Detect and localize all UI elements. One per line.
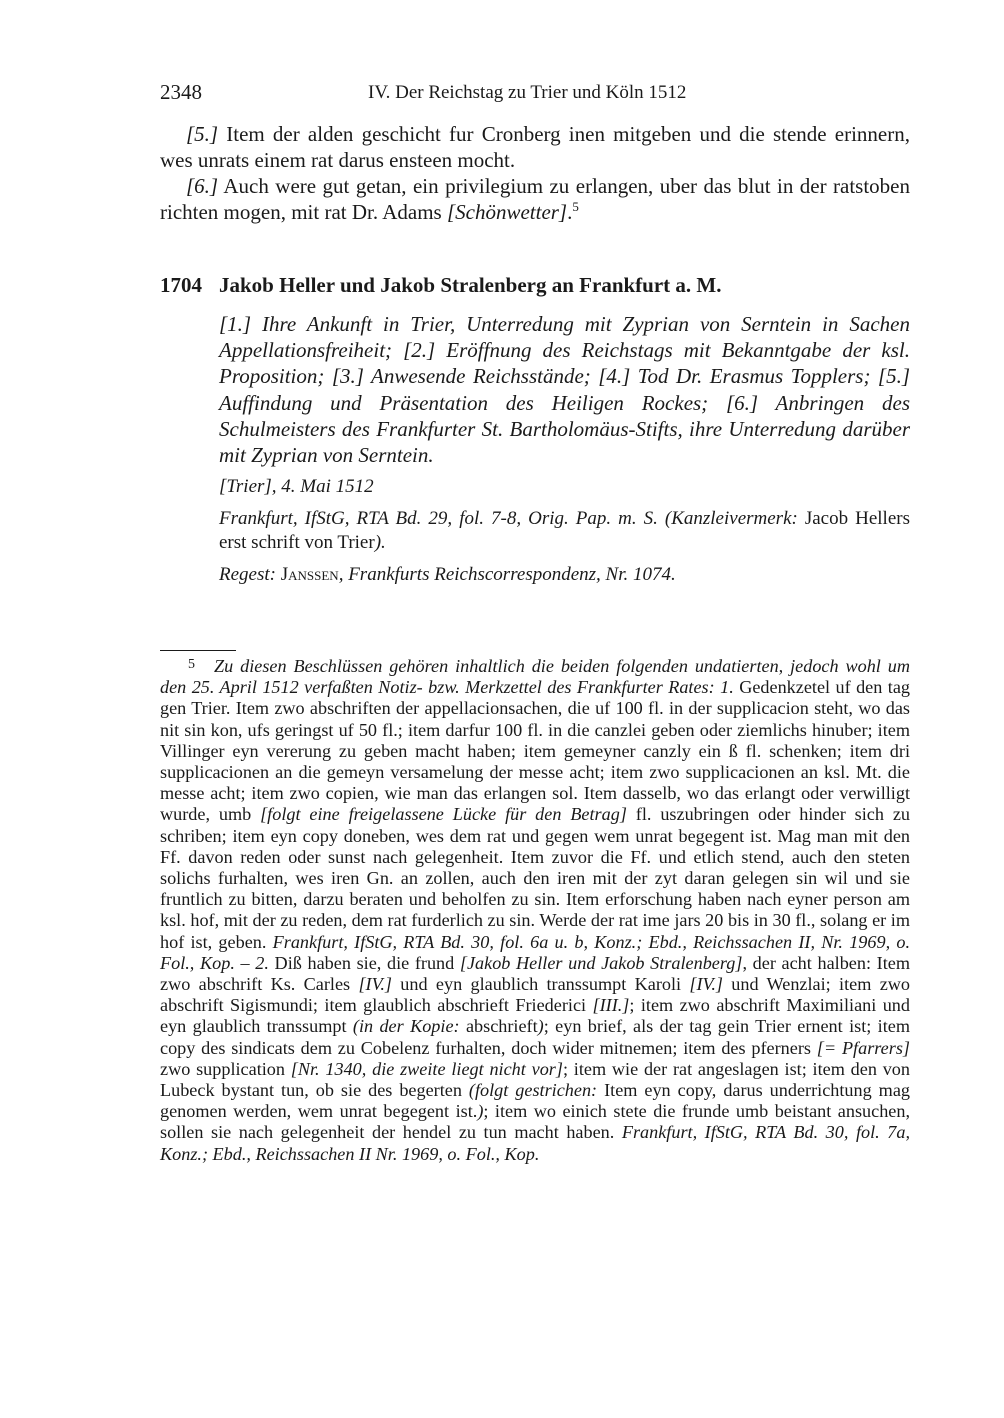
paragraph-text: Auch were gut getan, ein privilegium zu erlangen, uber das blut in der ratstoben richten mogen, mit rat Dr. Adams: [160, 174, 910, 224]
fn-text: [Jakob Heller und Jakob Stralenberg]: [459, 952, 743, 973]
footnote-reference: 5: [572, 199, 579, 214]
regest-author: Janssen: [280, 564, 339, 585]
paragraph-number: [5.]: [186, 122, 219, 146]
footnote-rule: [160, 650, 236, 651]
regest-reference: , Frankfurts Reichscorrespondenz, Nr. 1074.: [338, 564, 676, 585]
fn-text: ): [477, 1101, 484, 1122]
fn-text: (in der Kopie:: [352, 1016, 466, 1037]
fn-text: Frankfurt, IfStG, RTA Bd. 30, fol. 7a, Konz.; Ebd., Reichssachen II Nr. 1969, o. Fol., Kop.: [160, 1122, 910, 1164]
paragraph-text: Item der alden geschicht fur Cronberg inen mitgeben und die stende erinnern, wes unrats einem rat darus ensteen mocht.: [160, 122, 910, 172]
document-summary: [1.] Ihre Ankunft in Trier, Unterredung mit Zyprian von Serntein in Sachen Appellationsfreiheit; [2.] Eröffnung des Reichstags mit Bekanntgabe der ksl. Proposition; [3.] Anwesende Reichsstände; [4.] Tod Dr. Erasmus Topplers; [5.] Auffindung und Präsentation des Heiligen Rockes; [6.] Anbringen des Schulmeisters des Frankfurter St. Bartholomäus-Stifts, ihre Unterredung darüber mit Zyprian von Serntein.: [219, 312, 910, 468]
preceding-text: [160, 121, 910, 225]
fn-text: ; item zwo abschrift Maximiliani und eyn glaublich transsumpt: [160, 995, 910, 1037]
fn-text: und eyn glaublich transsumpt Karoli: [391, 974, 690, 995]
paragraph-number: [6.]: [186, 174, 219, 198]
fn-text: [folgt eine freigelassene Lücke für den Betrag]: [260, 804, 627, 825]
paragraph-5: [160, 121, 910, 173]
fn-text: Item eyn copy, darus underrichtung mag genomen werden, wem unrat begegent ist.: [160, 1080, 910, 1122]
fn-text: [IV.]: [689, 974, 723, 995]
document-regest: [219, 563, 910, 587]
fn-text: Frankfurt, IfStG, RTA Bd. 30, fol. 6a u. b, Konz.; Ebd., Reichssachen II, Nr. 1969, o. Fol., Kop. – 2.: [160, 931, 910, 973]
fn-text: Diß haben sie, die frund: [268, 952, 460, 973]
fn-text: [Nr. 1340, die zweite liegt nicht vor]: [290, 1058, 563, 1079]
fn-text: (folgt gestrichen:: [468, 1080, 605, 1101]
document-title: Jakob Heller und Jakob Stralenberg an Frankfurt a. M.: [219, 273, 722, 297]
fn-text: ; item wo einich stete die frunde umb beistant ansuchen, sollen sie nach gelegenheit der hendel zu tun macht haben.: [160, 1101, 910, 1143]
fn-text: ; item wie der rat angeslagen ist; item den von Lubeck bystant tun, ob sie des begerten: [160, 1058, 910, 1101]
fn-text: abschrieft: [465, 1016, 538, 1037]
running-title: IV. Der Reichstag zu Trier und Köln 1512: [368, 82, 687, 103]
fn-text: zwo supplication: [160, 1058, 291, 1079]
page-number: 2348: [160, 80, 202, 104]
fn-text: fl. uszubringen oder hinder sich zu schriben; item eyn copy doneben, wes dem rat und gegen wem unrat begegent ist. Mag man mit den Ff. davon reden oder sunst nach gelegenheit. Item zuvor die Ff. und etlich stend, auch den steten solichs furhalten, wes iren Gn. an zollen, auch den iren mit der zyt daran gelegen sin wil und sie fruntlich zu bitten, darzu beraten und beholfen zu sin. Item erforschung haben nach eyner person am ksl. hof, mit der zu reden, dem rat furderlich zu sin. Werde der rat ime jars 20 bis in 30 fl., solang er im hof ist, geben.: [160, 804, 910, 952]
document-source: [219, 507, 910, 555]
period: .: [567, 200, 573, 224]
fn-text: ; eyn brief, als der tag gein Trier ernent ist; item copy des sindicats dem zu Cobelenz furhalten, doch wider mitnemen; item des pferners: [160, 1016, 911, 1058]
paragraph-6: [160, 173, 910, 225]
document-number: 1704: [160, 273, 202, 297]
editorial-name: [Schönwetter]: [446, 200, 568, 224]
fn-text: Gedenkzetel uf den tag gen Trier. Item zwo abschriften der appellacionsachen, die uf 100 fl. in der supplicacion steht, wo das nit sin kon, ufs geringst uf 50 fl.; item darfur 100 fl. in die canzlei geben oder ziemlichs hinuber; item Villinger eyn vererung zu geben macht haben; item gemeyner canzly ein ß fl. schenken; item dri supplicacionen an die gemeyn versamelung der messe acht; item zwo supplicacionen an ksl. Mt. die messe acht; item zwo copien, wie man das erlangen sol. Item dasselb, wo das erlangt oder verwilligt wurde, umb: [160, 677, 910, 825]
fn-text: [III.]: [592, 995, 630, 1016]
chancery-note: Jacob Hellers erst schrift von Trier: [219, 508, 910, 553]
fn-text: [IV.]: [358, 974, 392, 995]
source-citation: Frankfurt, IfStG, RTA Bd. 29, fol. 7-8, Orig. Pap. m. S. (Kanzleivermerk:: [219, 508, 805, 529]
running-head: [160, 80, 910, 108]
fn-text: ): [537, 1016, 544, 1037]
fn-text: Zu diesen Beschlüssen gehören inhaltlich die beiden folgenden undatierten, jedoch wohl um den 25. April 1512 verfaßten Notiz- bzw. Merkzettel des Frankfurter Rates: 1.: [160, 656, 910, 698]
regest-label: Regest:: [219, 564, 281, 585]
fn-text: , der acht halben: Item zwo abschrift Ks. Carles: [160, 952, 910, 995]
document-date: [Trier], 4. Mai 1512: [219, 476, 374, 497]
fn-text: und Wenzlai; item zwo abschrift Sigismundi; item glaublich abschrieft Friederici: [160, 974, 910, 1016]
footnote-5: 5 Zu diesen Beschlüssen gehören inhaltlich die beiden folgenden undatierten, jedoch wohl um den 25. April 1512 verfaßten Notiz- bzw. Merkzettel des Frankfurter Rates: 1. Gedenkzetel uf den tag gen Trier. Item zwo abschriften der appellacionsachen, die uf 100 fl. in der supplicacion steht, wo das nit sin kon, ufs geringst uf 50 fl.; item darfur 100 fl. in die canzlei geben oder ziemlichs hinuber; item Villinger eyn vererung zu geben macht haben; item gemeyner canzly ein ß fl. schenken; item dri supplicacionen an die gemeyn versamelung der messe acht; item zwo supplicacionen an ksl. Mt. die messe acht; item zwo copien, wie man das erlangen sol. Item dasselb, wo das erlangt oder verwilligt wurde, umb [folgt eine freigelassene Lücke für den Betrag] fl. uszubringen oder hinder sich zu schriben; item eyn copy doneben, wes dem rat und gegen wem unrat begegent ist. Mag man mit den Ff. davon reden oder sunst nach gelegenheit. Item zuvor die Ff. und etlich stend, auch den steten solichs furhalten, wes iren Gn. an zollen, auch den iren mit der zyt daran gelegen sin wil und sie fruntlich zu bitten, darzu beraten und beholfen zu sin. Item erforschung haben nach eyner person am ksl. hof, mit der zu reden, dem rat furderlich zu sin. Werde der rat ime jars 20 bis in 30 fl., solang er im hof ist, geben. Frankfurt, IfStG, RTA Bd. 30, fol. 6a u. b, Konz.; Ebd., Reichssachen II, Nr. 1969, o. Fol., Kop. – 2. Diß haben sie, die frund [Jakob Heller und Jakob Stralenberg], der acht halben: Item zwo abschrift Ks. Carles [IV.] und eyn glaublich transsumpt Karoli [IV.] und Wenzlai; item zwo abschrift Sigismundi; item glaublich abschrieft Friederici [III.]; item zwo abschrift Maximiliani und eyn glaublich transsumpt (in der Kopie: abschrieft); eyn brief, als der tag gein Trier ernent ist; item copy des sindicats dem zu Cobelenz furhalten, doch wider mitnemen; item des pferners [= Pfarrers] zwo supplication [Nr. 1340, die zweite liegt nicht vor]; item wie der rat angeslagen ist; item den von Lubeck bystant tun, ob sie des begerten (folgt gestrichen: Item eyn copy, darus underrichtung mag genomen werden, wem unrat begegent ist.); item wo einich stete die frunde umb beistant ansuchen, sollen sie nach gelegenheit der hendel zu tun macht haben. Frankfurt, IfStG, RTA Bd. 30, fol. 7a, Konz.; Ebd., Reichssachen II Nr. 1969, o. Fol., Kop.: [160, 656, 911, 1164]
source-close: ).: [374, 532, 386, 553]
fn-text: [= Pfarrers]: [816, 1037, 910, 1058]
